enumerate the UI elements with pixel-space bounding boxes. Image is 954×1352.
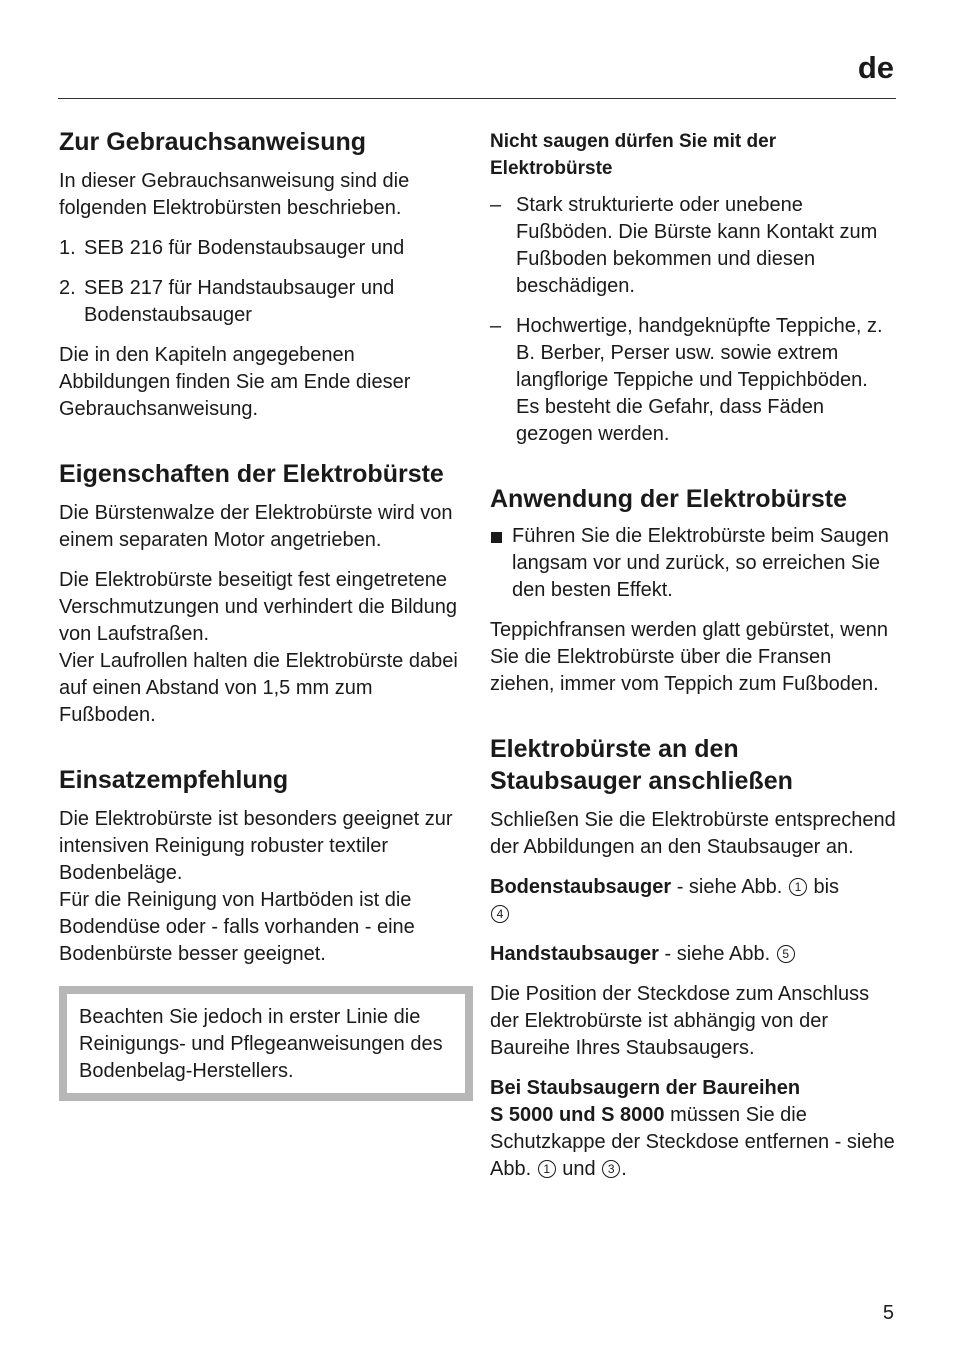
figure-ref: 1 <box>789 878 807 896</box>
section-title-anwendung: Anwendung der Elektrobürste <box>490 485 847 513</box>
bullet-square-icon <box>491 532 502 543</box>
motor-paragraph: Die Bürstenwalze der Elektrobürste wird von einem separaten Motor angetrieben. <box>59 502 453 551</box>
hard-floor-paragraph: Für die Reinigung von Hartböden ist die Bodendüse oder - falls vorhanden - eine Bodenbürste besser geeignet. <box>59 889 415 965</box>
figures-paragraph: Die in den Kapiteln angegebenen Abbildungen finden Sie am Ende dieser Gebrauchsanweisung. <box>59 344 411 420</box>
section-title-eigenschaften: Eigenschaften der Elektrobürste <box>59 460 444 488</box>
recommendation-paragraph: Die Elektrobürste ist besonders geeignet zur intensiven Reinigung robuster textiler Bodenbeläge. <box>59 808 453 884</box>
right-column <box>490 126 896 1183</box>
hand-vacuum-paragraph: Handstaubsauger - siehe Abb. 5 <box>490 941 896 968</box>
list-item: – Stark strukturierte oder unebene Fußböden. Die Bürste kann Kontakt zum Fußboden bekommen und diesen beschädigen. <box>490 194 878 297</box>
connect-paragraph: Schließen Sie die Elektrobürste entsprechend der Abbildungen an den Staubsauger an. <box>490 809 896 858</box>
section-title-einsatzempfehlung: Einsatzempfehlung <box>59 766 289 794</box>
model-list <box>59 235 465 329</box>
language-label: de <box>857 50 894 85</box>
not-allowed-title: Nicht saugen dürfen Sie mit der Elektrobürste <box>490 131 777 179</box>
rollers-paragraph: Vier Laufrollen halten die Elektrobürste dabei auf einen Abstand von 1,5 mm zum Fußboden. <box>59 650 458 726</box>
figure-ref: 5 <box>777 945 795 963</box>
fringe-paragraph: Teppichfransen werden glatt gebürstet, wenn Sie die Elektrobürste über die Fransen ziehen, immer vom Teppich zum Fußboden. <box>490 619 889 695</box>
socket-paragraph: Die Position der Steckdose zum Anschluss der Elektrobürste ist abhängig von der Baureihe Ihres Staubsaugers. <box>490 983 870 1059</box>
section-title-anschliessen: Elektrobürste an den Staubsauger anschließen <box>490 735 793 795</box>
figure-ref: 1 <box>538 1160 556 1178</box>
page-number: 5 <box>882 1302 894 1324</box>
dirt-paragraph: Die Elektrobürste beseitigt fest eingetretene Verschmutzungen und verhindert die Bildung von Laufstraßen. <box>59 569 458 645</box>
left-column <box>59 126 465 1101</box>
list-item: Führen Sie die Elektrobürste beim Saugen langsam vor und zurück, so erreichen Sie den besten Effekt. <box>490 523 896 604</box>
intro-paragraph: In dieser Gebrauchsanweisung sind die folgenden Elektrobürsten beschrieben. <box>59 170 410 219</box>
note-box <box>59 986 473 1101</box>
note-text: Beachten Sie jedoch in erster Linie die Reinigungs- und Pflegeanweisungen des Bodenbelag-Herstellers. <box>79 1006 443 1082</box>
list-item: 1. SEB 216 für Bodenstaubsauger und <box>59 237 405 259</box>
section-title-gebrauchsanweisung: Zur Gebrauchsanweisung <box>59 128 367 156</box>
figure-ref: 4 <box>491 905 509 923</box>
series-paragraph: Bei Staubsaugern der Baureihen S 5000 und S 8000 müssen Sie die Schutzkappe der Steckdose entfernen - siehe Abb. 1 und 3 . <box>490 1077 895 1180</box>
list-item: 2. SEB 217 für Handstaubsauger und Bodenstaubsauger <box>59 277 395 326</box>
header-rule <box>58 98 896 99</box>
figure-ref: 3 <box>602 1160 620 1178</box>
floor-vacuum-paragraph: Bodenstaubsauger - siehe Abb. 1 bis 4 <box>490 876 840 921</box>
list-item: – Hochwertige, handgeknüpfte Teppiche, z. B. Berber, Perser usw. sowie extrem langflorige Teppiche und Teppichböden. Es besteht die Gefahr, dass Fäden gezogen werden. <box>490 315 883 445</box>
